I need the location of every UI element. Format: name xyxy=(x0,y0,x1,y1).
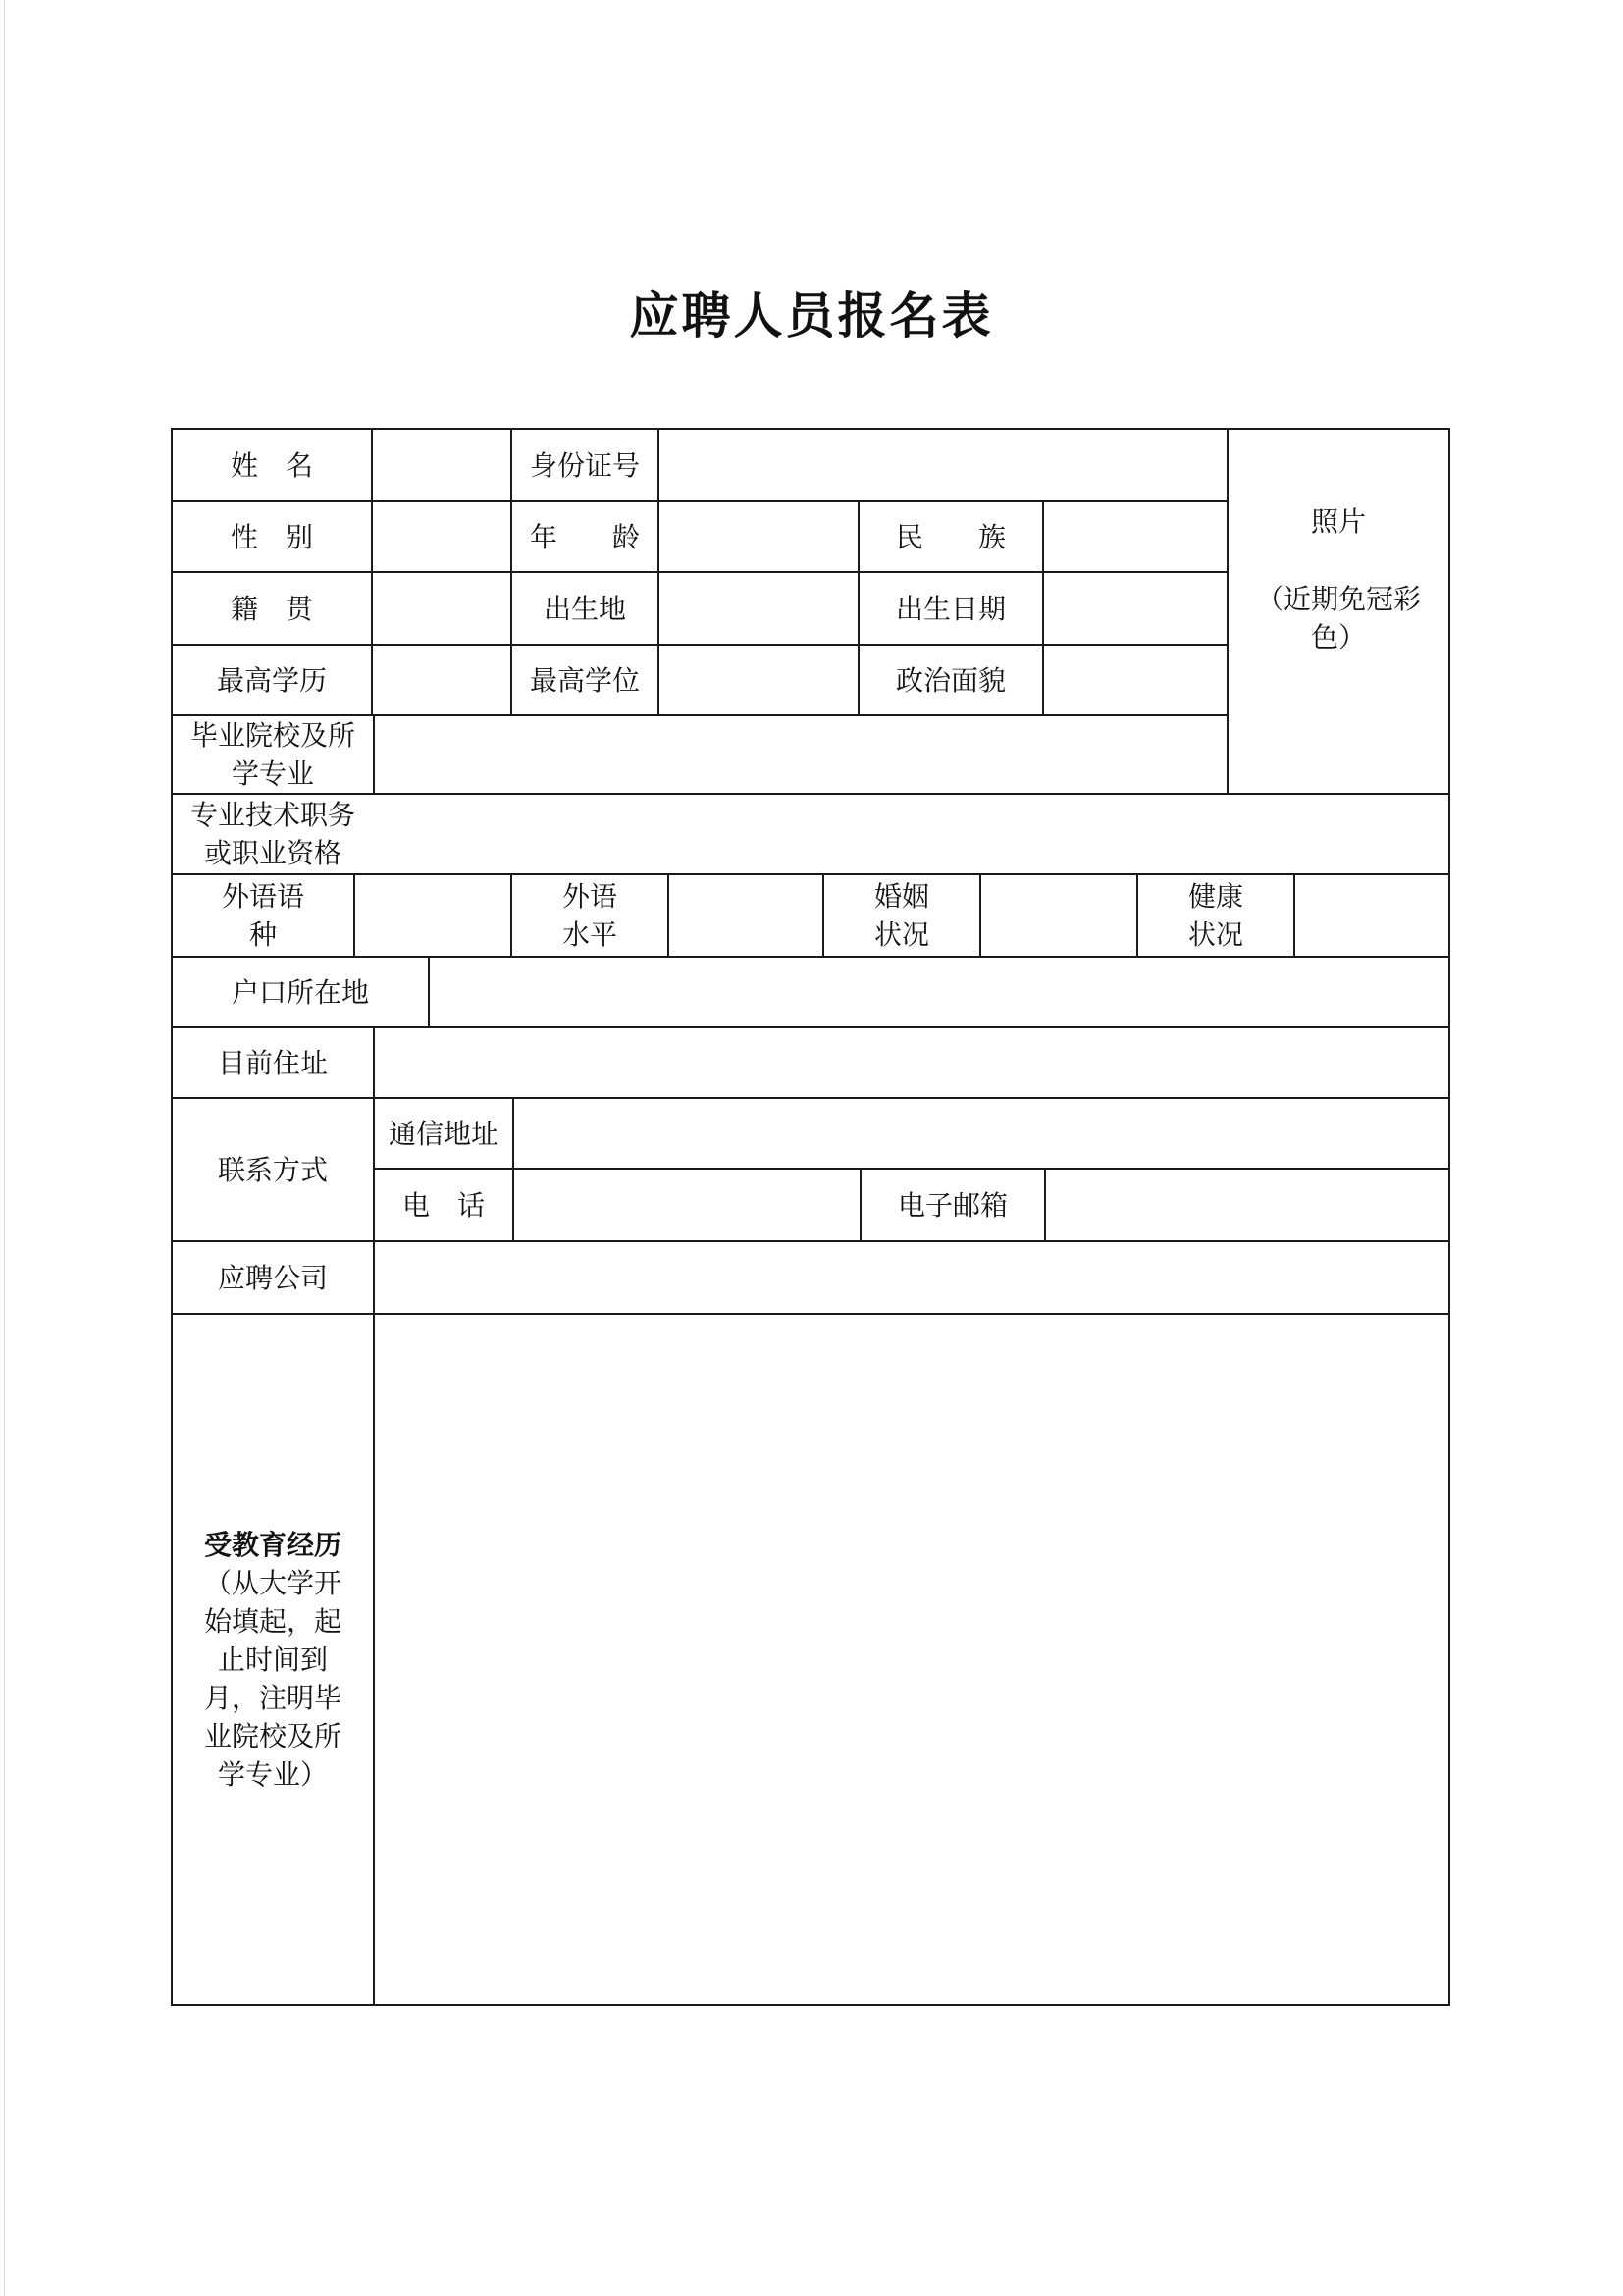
education-input[interactable] xyxy=(373,646,510,714)
birth-date-label: 出生日期 xyxy=(895,592,1006,625)
birth-date-input[interactable] xyxy=(1044,573,1227,644)
political-status-input[interactable] xyxy=(1044,646,1227,714)
household-label: 户口所在地 xyxy=(231,975,369,1009)
marital-input[interactable] xyxy=(981,875,1136,956)
ethnicity-label: 民 族 xyxy=(895,520,1006,553)
email-label: 电子邮箱 xyxy=(897,1188,1008,1222)
photo-note: （近期免冠彩色） xyxy=(1255,583,1421,653)
address-label: 目前住址 xyxy=(217,1046,328,1079)
gender-label: 性 别 xyxy=(230,520,313,553)
education-history-input[interactable] xyxy=(375,1315,1448,2004)
contact-label: 联系方式 xyxy=(217,1153,328,1186)
rule-bottom xyxy=(171,2004,1450,2006)
age-label: 年 龄 xyxy=(529,520,640,553)
language-input[interactable] xyxy=(355,875,510,956)
birthplace-input[interactable] xyxy=(659,573,858,644)
mailing-address-input[interactable] xyxy=(514,1099,1448,1168)
email-input[interactable] xyxy=(1046,1170,1448,1240)
rule-right xyxy=(1448,428,1450,2006)
degree-input[interactable] xyxy=(659,646,858,714)
marital-label: 婚姻状况 xyxy=(873,880,929,951)
education-history-title: 受教育经历 xyxy=(203,1528,341,1561)
form-title: 应聘人员报名表 xyxy=(629,287,994,344)
ethnicity-input[interactable] xyxy=(1044,502,1227,571)
title-qualification-label: 专业技术职务或职业资格 xyxy=(189,799,355,869)
school-major-input[interactable] xyxy=(375,716,1227,793)
company-label: 应聘公司 xyxy=(217,1261,328,1294)
language-level-label: 外语水平 xyxy=(561,880,617,951)
mailing-address-label: 通信地址 xyxy=(388,1117,498,1150)
age-input[interactable] xyxy=(659,502,858,571)
photo-box[interactable] xyxy=(1229,430,1448,793)
birthplace-label: 出生地 xyxy=(543,592,626,625)
school-major-label: 毕业院校及所学专业 xyxy=(189,719,355,790)
education-label: 最高学历 xyxy=(216,663,327,697)
degree-label: 最高学位 xyxy=(529,663,640,697)
education-history-note: （从大学开始填起，起止时间到月，注明毕业院校及所学专业） xyxy=(203,1566,341,1791)
education-history-label xyxy=(173,1315,373,2004)
photo-label: 照片 xyxy=(1310,505,1366,538)
name-input[interactable] xyxy=(373,430,510,500)
company-input[interactable] xyxy=(375,1242,1448,1313)
address-input[interactable] xyxy=(375,1028,1448,1097)
health-label: 健康状况 xyxy=(1187,880,1243,951)
phone-label: 电 话 xyxy=(401,1188,485,1222)
native-place-label: 籍 贯 xyxy=(230,592,313,625)
phone-input[interactable] xyxy=(514,1170,860,1240)
id-number-label: 身份证号 xyxy=(529,448,640,482)
title-qualification-input[interactable] xyxy=(375,795,1448,873)
id-number-input[interactable] xyxy=(659,430,1227,500)
political-status-label: 政治面貌 xyxy=(895,663,1006,697)
household-input[interactable] xyxy=(430,958,1448,1026)
language-level-input[interactable] xyxy=(669,875,822,956)
name-label: 姓 名 xyxy=(230,448,313,482)
gender-input[interactable] xyxy=(373,502,510,571)
native-place-input[interactable] xyxy=(373,573,510,644)
health-input[interactable] xyxy=(1295,875,1448,956)
language-label: 外语语种 xyxy=(222,880,305,951)
